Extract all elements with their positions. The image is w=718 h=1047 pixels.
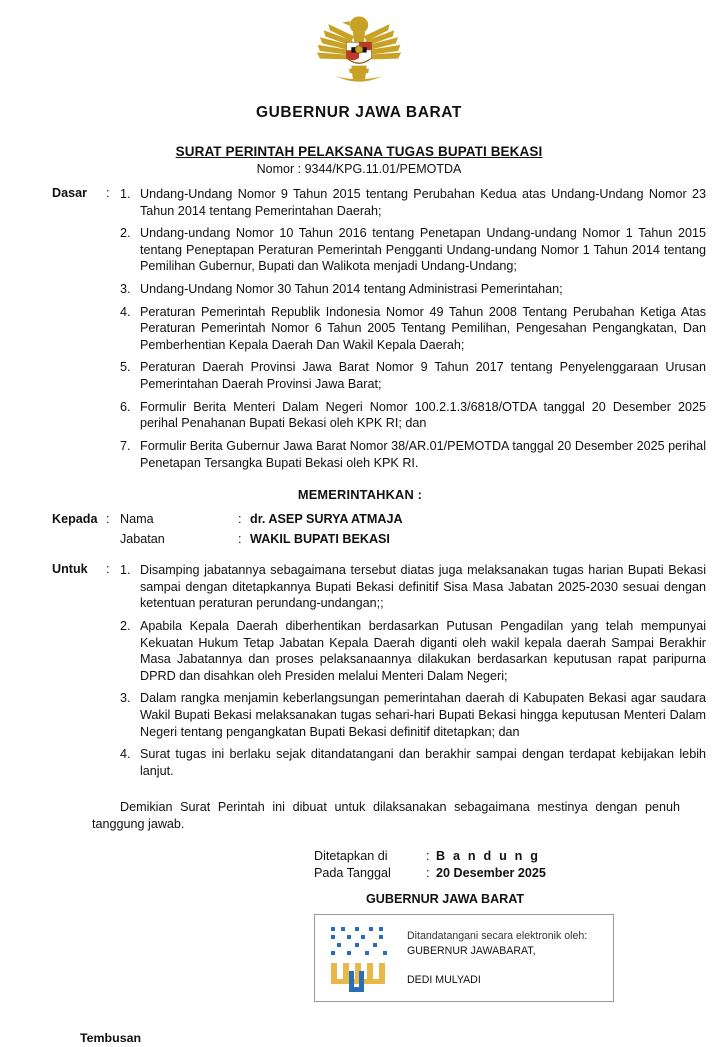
list-number: 3. — [120, 282, 131, 297]
emblem-container — [0, 0, 718, 92]
list-text: Apabila Kepala Daerah diberhentikan berdasarkan Putusan Pengadilan yang telah mempunyai Kekuatan Hukum Tetap Jabatan Kepala Daerah diganti oleh wakil kepala daerah Sampai Berakhir Masa Jabatannya dan proses pelaksanaannya dilakukan berdasarkan keputusan rapat paripurna DPRD dan disahkan oleh Presiden melalui Menteri Dalam Negeri; — [140, 618, 706, 683]
kepada-fields — [120, 512, 706, 546]
dasar-label: Dasar — [52, 186, 88, 200]
list-number: 2. — [120, 618, 131, 633]
document-body — [0, 186, 718, 1002]
kepada-colon: : — [106, 512, 110, 527]
list-item — [120, 399, 706, 432]
memerintahkan-heading: MEMERINTAHKAN : — [297, 487, 423, 503]
signature-date — [314, 866, 706, 880]
list-text: Peraturan Daerah Provinsi Jawa Barat Nomor 9 Tahun 2017 tentang Penyelenggaraan Urusan Pemerintahan Daerah Provinsi Jawa Barat; — [140, 360, 706, 392]
electronic-signature-text — [407, 929, 587, 988]
untuk-list — [120, 562, 706, 779]
page-title-government: GUBERNUR JAWA BARAT — [255, 104, 462, 121]
list-number: 3. — [120, 691, 131, 706]
signature-date-label: Pada Tanggal — [314, 866, 391, 881]
dasar-list — [120, 186, 706, 471]
list-item — [120, 359, 706, 392]
list-text: Disamping jabatannya sebagaimana tersebut diatas juga melaksanakan tugas harian Bupati Bekasi sampai dengan ditetapkannya Bupati Bekasi definitif Sisa Masa Jabatan 2025-2030 sesuai dengan ketentuan peraturan perundang-undangan;; — [140, 563, 706, 611]
document-number: Nomor : 9344/KPG.11.01/PEMOTDA — [256, 162, 462, 176]
list-item — [120, 690, 706, 740]
esign-line1: Ditandatangani secara elektronik oleh: — [407, 929, 588, 942]
list-number: 4. — [120, 304, 131, 319]
field-nama-label: Nama — [120, 512, 154, 527]
garuda-pancasila-emblem — [313, 10, 405, 92]
list-number: 2. — [120, 226, 131, 241]
field-jabatan — [120, 532, 706, 546]
list-item — [120, 438, 706, 471]
footer-tembusan: Tembusan — [80, 1031, 142, 1045]
signature-place-label: Ditetapkan di — [314, 849, 388, 864]
untuk-label: Untuk — [52, 562, 88, 577]
list-number: 4. — [120, 747, 131, 762]
signature-place — [314, 849, 706, 863]
signature-place-value: B a n d u n g — [436, 849, 541, 864]
field-nama-colon: : — [238, 512, 242, 527]
list-text: Dalam rangka menjamin keberlangsungan pemerintahan daerah di Kabupaten Bekasi agar saudara Wakil Bupati Bekasi melaksanakan tugas sehari-hari Bupati Bekasi hingga keputusan Menteri Dalam Negeri tentang pengangkatan Bupati Bekasi definitif ditetapkan; dan — [140, 691, 706, 739]
kepada-label: Kepada — [52, 512, 98, 527]
esign-line2: GUBERNUR JAWABARAT, — [407, 944, 536, 957]
field-nama-value: dr. ASEP SURYA ATMAJA — [250, 512, 403, 527]
list-number: 7. — [120, 438, 131, 453]
electronic-signature-box — [314, 914, 614, 1002]
field-jabatan-label: Jabatan — [120, 532, 165, 547]
list-text: Peraturan Pemerintah Republik Indonesia Nomor 49 Tahun 2008 Tentang Perubahan Ketiga Atas Peraturan Pemerintah Nomor 6 Tahun 2005 Tentang Pemilihan, Pengesahan Pengangkatan, Dan Pemberhentian Kepala Daerah Dan Wakil Kepala Daerah; — [140, 304, 706, 352]
list-item — [120, 281, 706, 298]
section-dasar — [14, 186, 706, 477]
list-text: Surat tugas ini berlaku sejak ditandatangani dan berakhir sampai dengan terdapat kebijakan lebih lanjut. — [140, 747, 706, 778]
signature-date-value: 20 Desember 2025 — [436, 866, 546, 881]
signature-block — [14, 849, 706, 1002]
list-item — [120, 618, 706, 684]
signature-date-colon: : — [426, 866, 430, 881]
field-nama — [120, 512, 706, 526]
list-text: Undang-Undang Nomor 30 Tahun 2014 tentang Administrasi Pemerintahan; — [140, 282, 563, 297]
signature-place-colon: : — [426, 849, 430, 864]
list-number: 1. — [120, 563, 131, 578]
list-item — [120, 186, 706, 219]
dasar-colon: : — [106, 186, 110, 200]
section-kepada — [14, 512, 706, 552]
list-item — [120, 304, 706, 354]
list-number: 6. — [120, 399, 131, 414]
list-text: Undang-Undang Nomor 9 Tahun 2015 tentang Perubahan Kedua atas Undang-Undang Nomor 23 Tahun 2014 tentang Pemerintahan Daerah; — [140, 187, 706, 218]
list-item — [120, 562, 706, 612]
field-jabatan-value: WAKIL BUPATI BEKASI — [250, 532, 390, 547]
list-item — [120, 746, 706, 779]
list-item — [120, 225, 706, 275]
list-text: Formulir Berita Gubernur Jawa Barat Nomor 38/AR.01/PEMOTDA tanggal 20 Desember 2025 perihal Penetapan Tersangka Bupati Bekasi oleh KPK RI. — [140, 438, 706, 470]
list-number: 5. — [120, 360, 131, 375]
electronic-signature-qr — [321, 919, 399, 997]
field-jabatan-colon: : — [238, 532, 242, 547]
untuk-colon: : — [106, 562, 110, 577]
closing-paragraph: Demikian Surat Perintah ini dibuat untuk dilaksanakan sebagaimana mestinya dengan penuh tanggung jawab. — [92, 800, 680, 832]
esign-signer-name: DEDI MULYADI — [407, 973, 481, 986]
section-untuk — [14, 562, 706, 785]
list-text: Formulir Berita Menteri Dalam Negeri Nomor 100.2.1.3/6818/OTDA tanggal 20 Desember 2025 perihal Penahanan Bupati Bekasi oleh KPK RI; dan — [140, 399, 706, 431]
list-number: 1. — [120, 187, 131, 201]
list-text: Undang-undang Nomor 10 Tahun 2016 tentang Penetapan Undang-undang Nomor 1 Tahun 2015 tentang Peneptapan Peraturan Pemerintah Pengganti Undang-undang Nomor 1 Tahun 2014 tentang Pemilihan Gubernur, Bupati dan Walikota menjadi Undang-Undang; — [140, 226, 706, 274]
signature-gov-title: GUBERNUR JAWA BARAT — [366, 892, 525, 907]
document-title: SURAT PERINTAH PELAKSANA TUGAS BUPATI BEKASI — [175, 144, 543, 159]
